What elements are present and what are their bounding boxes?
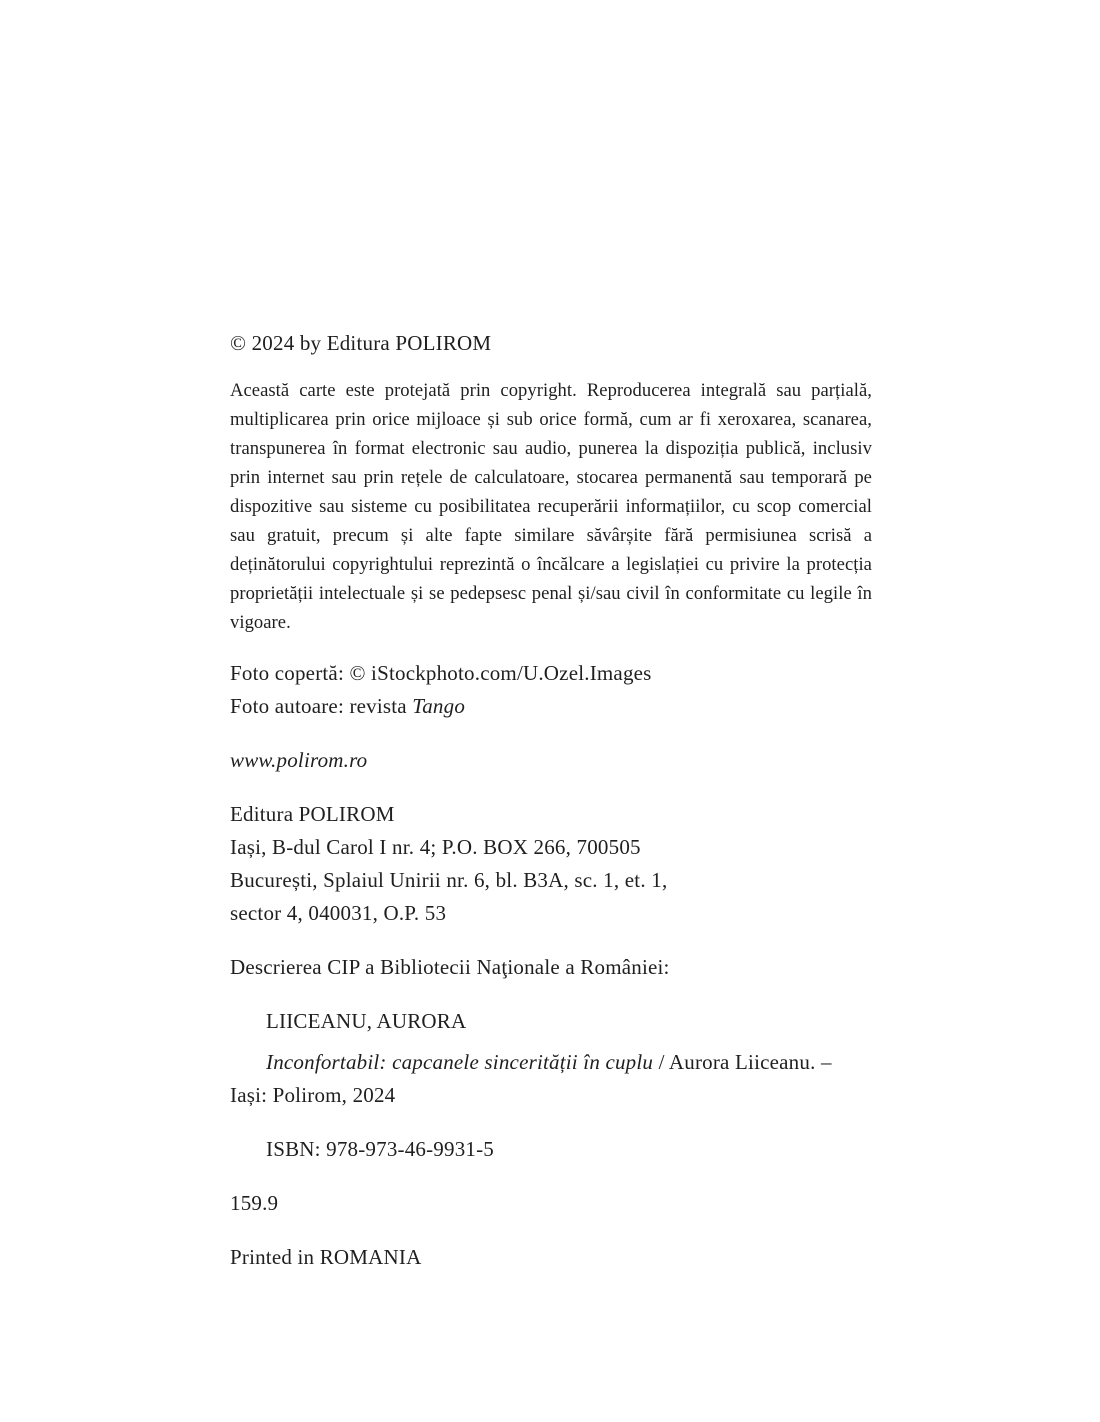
publisher-website: www.polirom.ro — [230, 748, 368, 772]
author-photo-credit — [230, 690, 872, 723]
cip-author: LIICEANU, AURORA — [266, 1009, 467, 1033]
copyright-page — [230, 326, 872, 1274]
copyright-line: © 2024 by Editura POLIROM — [230, 331, 492, 355]
address-bucuresti-line2: sector 4, 040031, O.P. 53 — [230, 901, 447, 925]
cip-title-rest: / Aurora Liiceanu. – Iași: Polirom, 2024 — [230, 1050, 832, 1107]
cip-isbn: ISBN: 978-973-46-9931-5 — [266, 1137, 495, 1161]
cip-classification: 159.9 — [230, 1191, 279, 1215]
address-bucuresti-line1: București, Splaiul Unirii nr. 6, bl. B3A, sc. 1, et. 1, — [230, 868, 668, 892]
publisher-name: Editura POLIROM — [230, 802, 395, 826]
cover-photo-credit: Foto copertă: © iStockphoto.com/U.Ozel.Images — [230, 661, 652, 685]
copyright-notice: Această carte este protejată prin copyright. Reproducerea integrală sau parțială, multiplicarea prin orice mijloace și sub orice formă, cum ar fi xeroxarea, scanarea, transpunerea în format electronic sau audio, punerea la dispoziția publică, inclusiv prin internet sau prin rețele de calculatoare, stocarea permanentă sau temporară pe dispozitive sau sisteme cu posibilitatea recuperării informațiilor, cu scop comercial sau gratuit, precum și alte fapte similare săvârșite fără permisiunea scrisă a deținătorului copyrightului reprezintă o încălcare a legislației cu privire la protecția proprietății intelectuale și se pedepsesc penal și/sau civil în conformitate cu legile în vigoare. — [230, 380, 872, 633]
printed-in: Printed in ROMANIA — [230, 1245, 422, 1269]
author-photo-label: Foto autoare: revista — [230, 694, 413, 718]
cip-description — [230, 1046, 872, 1112]
author-photo-source: Tango — [412, 694, 466, 718]
photo-credits — [230, 657, 872, 723]
cip-heading: Descrierea CIP a Bibliotecii Naţionale a României: — [230, 955, 670, 979]
address-iasi: Iași, B-dul Carol I nr. 4; P.O. BOX 266, 700505 — [230, 835, 641, 859]
publisher-address-block — [230, 798, 872, 930]
cip-title: Inconfortabil: capcanele sincerității în cuplu — [266, 1050, 654, 1074]
